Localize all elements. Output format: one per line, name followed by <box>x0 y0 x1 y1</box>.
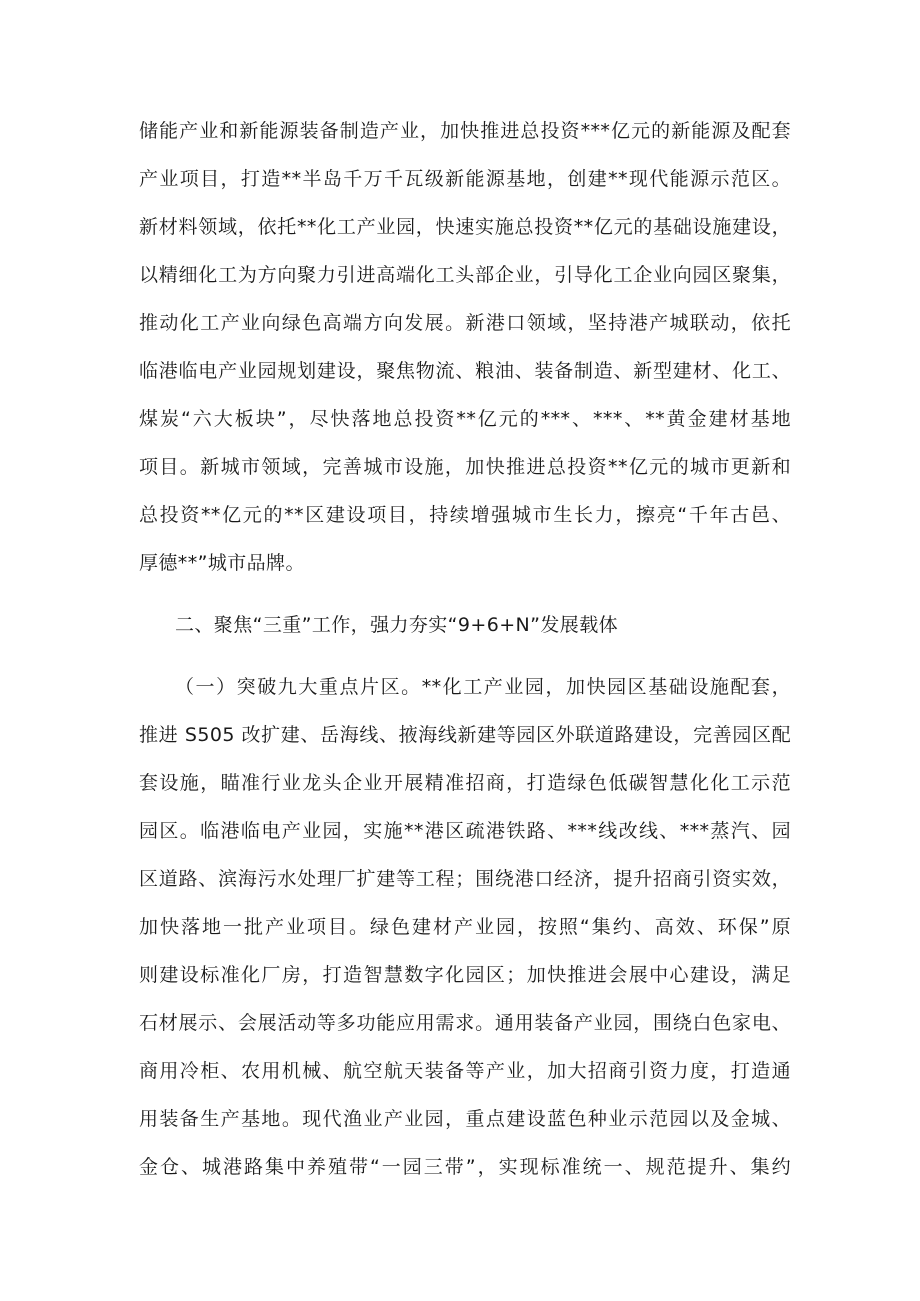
body-text-line: 储能产业和新能源装备制造产业，加快推进总投资***亿元的新能源及配套 <box>139 120 791 142</box>
body-text-line: 套设施，瞄准行业龙头企业开展精准招商，打造绿色低碳智慧化化工示范 <box>139 772 791 794</box>
paragraph-first-line: （一）突破九大重点片区。**化工产业园，加快园区基础设施配套， <box>175 676 791 698</box>
body-text-line: 则建设标准化厂房，打造智慧数字化园区；加快推进会展中心建设，满足 <box>139 964 791 986</box>
body-text-line: 区道路、滨海污水处理厂扩建等工程；围绕港口经济，提升招商引资实效， <box>139 868 791 890</box>
body-text-line: 推动化工产业向绿色高端方向发展。新港口领域，坚持港产城联动，依托 <box>139 312 791 334</box>
body-text-line: 煤炭“六大板块”，尽快落地总投资**亿元的***、***、**黄金建材基地 <box>139 408 791 430</box>
body-text-line: 园区。临港临电产业园，实施**港区疏港铁路、***线改线、***蒸汽、园 <box>139 820 791 842</box>
section-heading: 二、聚焦“三重”工作，强力夯实“9+6+N”发展载体 <box>175 614 619 636</box>
body-text-line: 产业项目，打造**半岛千万千瓦级新能源基地，创建**现代能源示范区。 <box>139 168 791 190</box>
body-text-line: 金仓、城港路集中养殖带“一园三带”，实现标准统一、规范提升、集约 <box>139 1156 791 1178</box>
body-text-line: 以精细化工为方向聚力引进高端化工头部企业，引导化工企业向园区聚集， <box>139 264 791 286</box>
body-text-line: 用装备生产基地。现代渔业产业园，重点建设蓝色种业示范园以及金城、 <box>139 1108 791 1130</box>
body-text-line: 商用冷柜、农用机械、航空航天装备等产业，加大招商引资力度，打造通 <box>139 1060 791 1082</box>
body-text-line: 厚德**”城市品牌。 <box>139 552 305 574</box>
body-text-line: 总投资**亿元的**区建设项目，持续增强城市生长力，擦亮“千年古邑、 <box>139 504 791 526</box>
body-text-line: 石材展示、会展活动等多功能应用需求。通用装备产业园，围绕白色家电、 <box>139 1012 791 1034</box>
body-text-line: 加快落地一批产业项目。绿色建材产业园，按照“集约、高效、环保”原 <box>139 916 791 938</box>
body-text-line: 临港临电产业园规划建设，聚焦物流、粮油、装备制造、新型建材、化工、 <box>139 360 791 382</box>
body-text-line: 推进 S505 改扩建、岳海线、掖海线新建等园区外联道路建设，完善园区配 <box>139 724 791 746</box>
body-text-line: 新材料领域，依托**化工产业园，快速实施总投资**亿元的基础设施建设， <box>139 216 791 238</box>
body-text-line: 项目。新城市领域，完善城市设施，加快推进总投资**亿元的城市更新和 <box>139 456 791 478</box>
